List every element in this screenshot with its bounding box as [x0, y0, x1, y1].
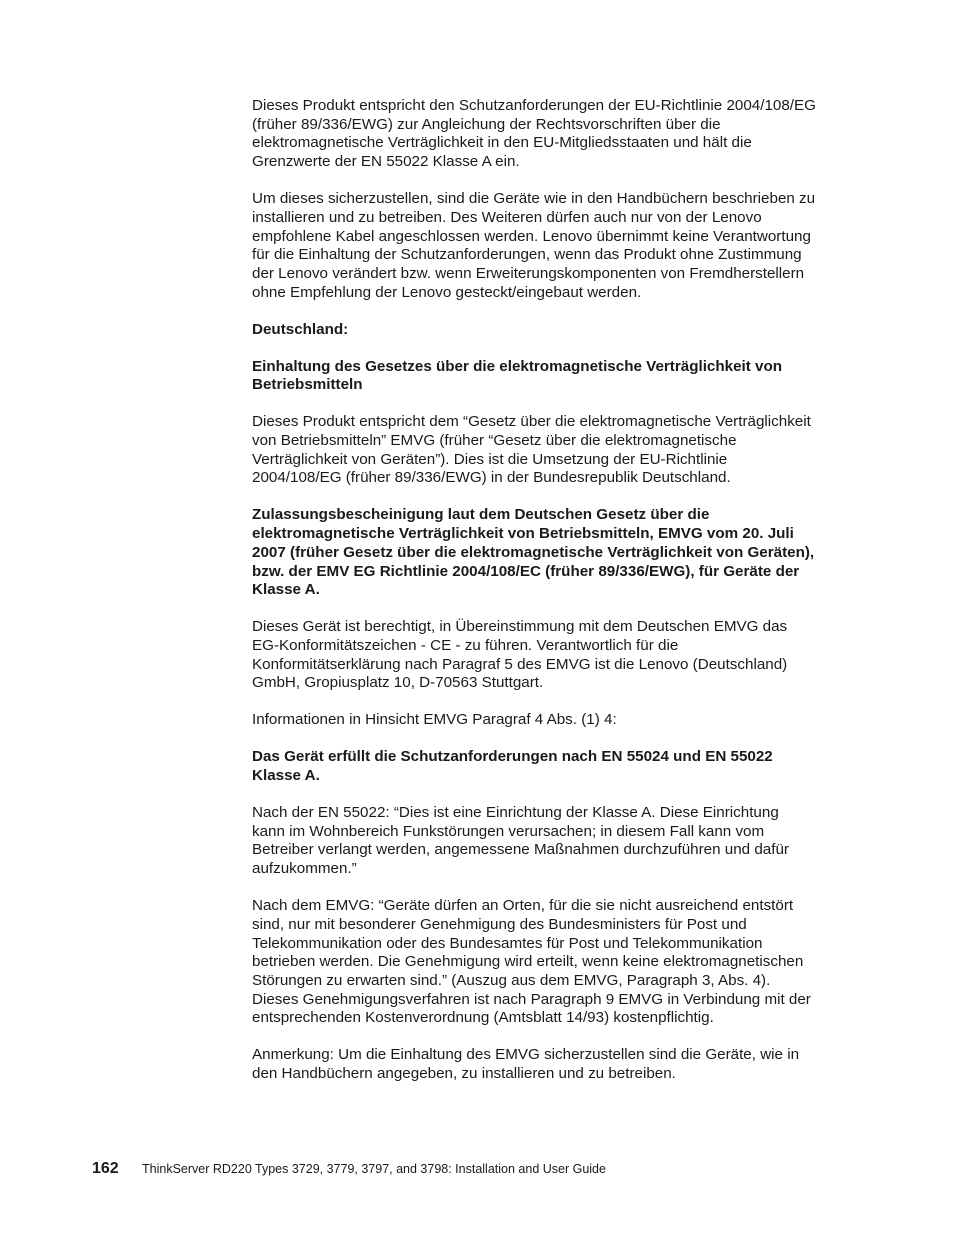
document-body	[252, 97, 844, 1102]
heading-zulassungsbescheinigung: Zulassungsbescheinigung laut dem Deutschen Gesetz über die elektromagnetische Verträglichkeit von Betriebsmitteln, EMVG vom 20. Juli 2007 (früher Gesetz über die elektromagnetische Verträglichkeit von Geräten), bzw. der EMV EG Richtlinie 2004/108/EC (früher 89/336/EWG), für Geräte der Klasse A.	[252, 506, 815, 599]
paragraph-emvg-conformity: Dieses Produkt entspricht dem “Gesetz über die elektromagnetische Verträglichkeit von Betriebsmitteln” EMVG (früher “Gesetz über die elektromagnetische Verträglichkeit von Geräten”). Dies ist die Umsetzung der EU-Richtlinie 2004/108/EG (früher 89/336/EWG) in der Bundesrepublik Deutschland.	[252, 413, 811, 487]
paragraph-emvg-info: Informationen in Hinsicht EMVG Paragraf 4 Abs. (1) 4:	[252, 711, 617, 729]
paragraph-installation-notice: Um dieses sicherzustellen, sind die Geräte wie in den Handbüchern beschrieben zu installieren und zu betreiben. Des Weiteren dürfen auch nur von der Lenovo empfohlene Kabel angeschlossen werden. Lenovo übernimmt keine Verantwortung für die Einhaltung der Schutzanforderungen, wenn das Produkt ohne Zustimmung der Lenovo verändert bzw. wenn Erweiterungskomponenten von Fremdherstellern ohne Empfehlung der Lenovo gesteckt/eingebaut werden.	[252, 190, 816, 301]
heading-emvg-compliance: Einhaltung des Gesetzes über die elektromagnetische Verträglichkeit von Betriebsmitteln	[252, 357, 783, 394]
heading-schutzanforderungen: Das Gerät erfüllt die Schutzanforderungen nach EN 55024 und EN 55022 Klasse A.	[252, 748, 773, 785]
page-footer	[92, 1160, 892, 1178]
document-title: ThinkServer RD220 Types 3729, 3779, 3797, and 3798: Installation and User Guide	[142, 1162, 606, 1176]
paragraph-eu-directive: Dieses Produkt entspricht den Schutzanforderungen der EU-Richtlinie 2004/108/EG (früher 89/336/EWG) zur Angleichung der Rechtsvorschriften über die elektromagnetische Verträglichkeit in den EU-Mitgliedsstaaten und hält die Grenzwerte der EN 55022 Klasse A ein.	[252, 97, 816, 171]
paragraph-emvg-quote: Nach dem EMVG: “Geräte dürfen an Orten, für die sie nicht ausreichend entstört sind, nur mit besonderer Genehmigung des Bundesministers für Post und Telekommunikation oder des Bundesamtes für Post und Telekommunikation betrieben werden. Die Genehmigung wird erteilt, wenn keine elektromagnetischen Störungen zu erwarten sind.” (Auszug aus dem EMVG, Paragraph 3, Abs. 4). Dieses Genehmigungsverfahren ist nach Paragraph 9 EMVG in Verbindung mit der entsprechenden Kostenverordnung (Amtsblatt 14/93) kostenpflichtig.	[252, 897, 811, 1027]
heading-deutschland: Deutschland:	[252, 320, 349, 338]
paragraph-ce-mark: Dieses Gerät ist berechtigt, in Übereinstimmung mit dem Deutschen EMVG das EG-Konformitätszeichen - CE - zu führen. Verantwortlich für die Konformitätserklärung nach Paragraf 5 des EMVG ist die Lenovo (Deutschland) GmbH, Gropiusplatz 10, D-70563 Stuttgart.	[252, 618, 788, 692]
paragraph-en55022: Nach der EN 55022: “Dies ist eine Einrichtung der Klasse A. Diese Einrichtung kann im Wohnbereich Funkstörungen verursachen; in diesem Fall kann vom Betreiber verlangt werden, angemessene Maßnahmen durchzuführen und dafür aufzukommen.”	[252, 804, 789, 878]
page-number: 162	[92, 1160, 119, 1177]
paragraph-anmerkung: Anmerkung: Um die Einhaltung des EMVG sicherzustellen sind die Geräte, wie in den Handbüchern angegeben, zu installieren und zu betreiben.	[252, 1046, 800, 1083]
